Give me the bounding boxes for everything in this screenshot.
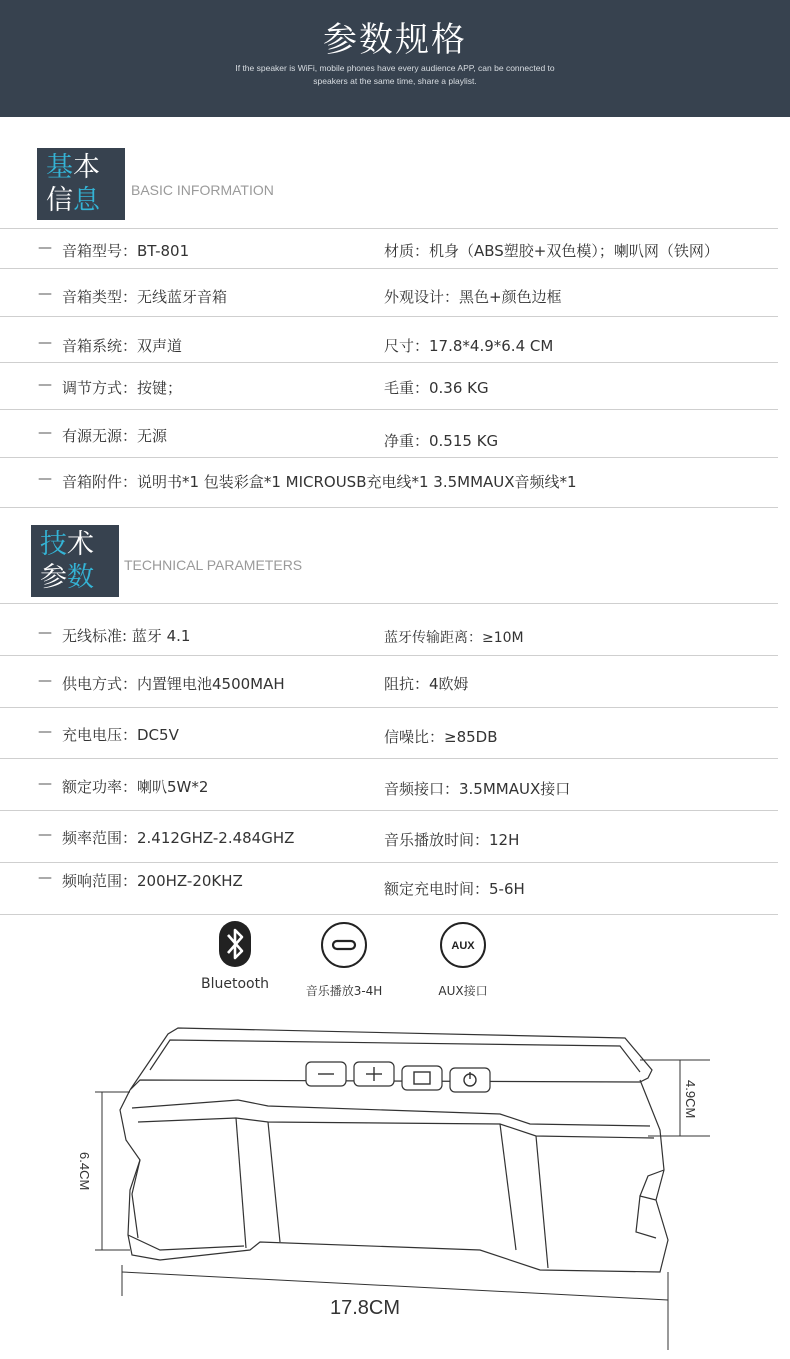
spec-row — [0, 240, 778, 286]
feature-label: Bluetooth — [201, 976, 269, 992]
divider — [0, 914, 778, 915]
spec-left: 有源无源：无源 — [62, 427, 168, 445]
basic-info-badge — [37, 148, 125, 220]
divider — [0, 457, 778, 458]
spec-left: 调节方式：按键； — [62, 379, 183, 397]
row-dash: — — [38, 870, 52, 886]
page-title: 参数规格 — [323, 20, 467, 60]
row-dash: — — [38, 286, 52, 302]
row-dash: — — [38, 425, 52, 441]
row-dash: — — [38, 335, 52, 351]
spec-left: 频率范围：2.412GHZ-2.484GHZ — [62, 829, 295, 847]
banner-subtitle-line2: speakers at the same time, share a playlist. — [313, 76, 477, 86]
width-dimension-label: 17.8CM — [330, 1297, 401, 1319]
mode-button-icon — [402, 1066, 442, 1090]
divider — [0, 862, 778, 863]
spec-right: 信噪比：≥85DB — [384, 728, 498, 746]
basic-info-en-title: BASIC INFORMATION — [131, 182, 274, 198]
row-dash: — — [38, 377, 52, 393]
divider — [0, 409, 778, 410]
row-dash: — — [38, 673, 52, 689]
speaker-buttons — [306, 1062, 490, 1092]
bluetooth-icon — [215, 920, 255, 968]
feature-aux — [418, 920, 508, 999]
spec-right: 阻抗：4欧姆 — [384, 675, 469, 693]
row-dash: — — [38, 240, 52, 256]
spec-row — [0, 425, 778, 471]
technical-badge — [31, 525, 119, 597]
feature-label: 音乐播放3-4H — [305, 984, 383, 998]
banner-subtitle-line1: If the speaker is WiFi, mobile phones have every audience APP, can be connected to — [235, 63, 555, 73]
spec-left: 无线标准: 蓝牙 4.1 — [62, 627, 191, 645]
spec-row — [0, 625, 778, 671]
height-dimension-label: 4.9CM — [683, 1080, 698, 1119]
spec-right: 尺寸：17.8*4.9*6.4 CM — [384, 337, 554, 355]
spec-row — [0, 377, 778, 423]
badge-char: 参 — [40, 562, 67, 593]
badge-char: 基 — [46, 152, 73, 183]
spec-row — [0, 724, 778, 770]
spec-row — [0, 471, 778, 517]
row-dash: — — [38, 776, 52, 792]
divider — [0, 707, 778, 708]
spec-left: 音箱附件：说明书*1 包装彩盒*1 MICROUSB充电线*1 3.5MMAUX音频线*1 — [62, 473, 577, 491]
spec-row — [0, 870, 778, 916]
spec-right: 外观设计：黑色+颜色边框 — [384, 288, 562, 306]
spec-right: 额定充电时间：5-6H — [384, 880, 525, 898]
badge-char: 术 — [67, 529, 94, 560]
divider — [0, 758, 778, 759]
divider — [0, 655, 778, 656]
spec-right: 材质：机身（ABS塑胶+双色模）；喇叭网（铁网） — [384, 242, 719, 260]
spec-left: 音箱系统：双声道 — [62, 337, 183, 355]
spec-right: 毛重：0.36 KG — [384, 379, 489, 397]
aux-icon — [438, 920, 488, 970]
spec-row — [0, 776, 778, 822]
divider — [0, 228, 778, 229]
row-dash: — — [38, 724, 52, 740]
divider — [0, 316, 778, 317]
spec-right: 音乐播放时间：12H — [384, 831, 520, 849]
aux-icon-text: AUX — [451, 940, 475, 952]
power-button-icon — [450, 1068, 490, 1092]
spec-right: 音频接口：3.5MMAUX接口 — [384, 780, 571, 798]
divider — [0, 268, 778, 269]
badge-char: 本 — [73, 152, 100, 183]
spec-right: 蓝牙传输距离：≥10M — [384, 630, 524, 646]
row-dash: — — [38, 625, 52, 641]
spec-left: 供电方式：内置锂电池4500MAH — [62, 675, 285, 693]
spec-left: 频响范围：200HZ-20KHZ — [62, 872, 243, 890]
divider — [0, 362, 778, 363]
spec-row — [0, 335, 778, 381]
divider — [0, 603, 778, 604]
header-banner — [0, 0, 790, 117]
spec-left: 额定功率：喇叭5W*2 — [62, 778, 209, 796]
spec-left: 音箱型号：BT-801 — [62, 242, 190, 260]
spec-row — [0, 673, 778, 719]
feature-icons — [0, 920, 790, 1000]
technical-en-title: TECHNICAL PARAMETERS — [124, 557, 303, 573]
divider — [0, 507, 778, 508]
badge-char: 技 — [40, 529, 67, 560]
badge-char: 信 — [46, 185, 73, 216]
depth-dimension-label: 6.4CM — [77, 1152, 92, 1191]
spec-row — [0, 286, 778, 332]
feature-usb — [294, 920, 394, 999]
row-dash: — — [38, 827, 52, 843]
usb-port-icon — [319, 920, 369, 970]
badge-char: 数 — [67, 562, 94, 593]
badge-char: 息 — [73, 185, 100, 216]
feature-label: AUX接口 — [438, 984, 488, 998]
speaker-dimension-diagram — [0, 1010, 790, 1350]
feature-bluetooth — [195, 920, 275, 992]
spec-left: 充电电压：DC5V — [62, 726, 179, 744]
spec-left: 音箱类型：无线蓝牙音箱 — [62, 288, 228, 306]
divider — [0, 810, 778, 811]
row-dash: — — [38, 471, 52, 487]
spec-row — [0, 827, 778, 873]
spec-right: 净重：0.515 KG — [384, 432, 499, 450]
